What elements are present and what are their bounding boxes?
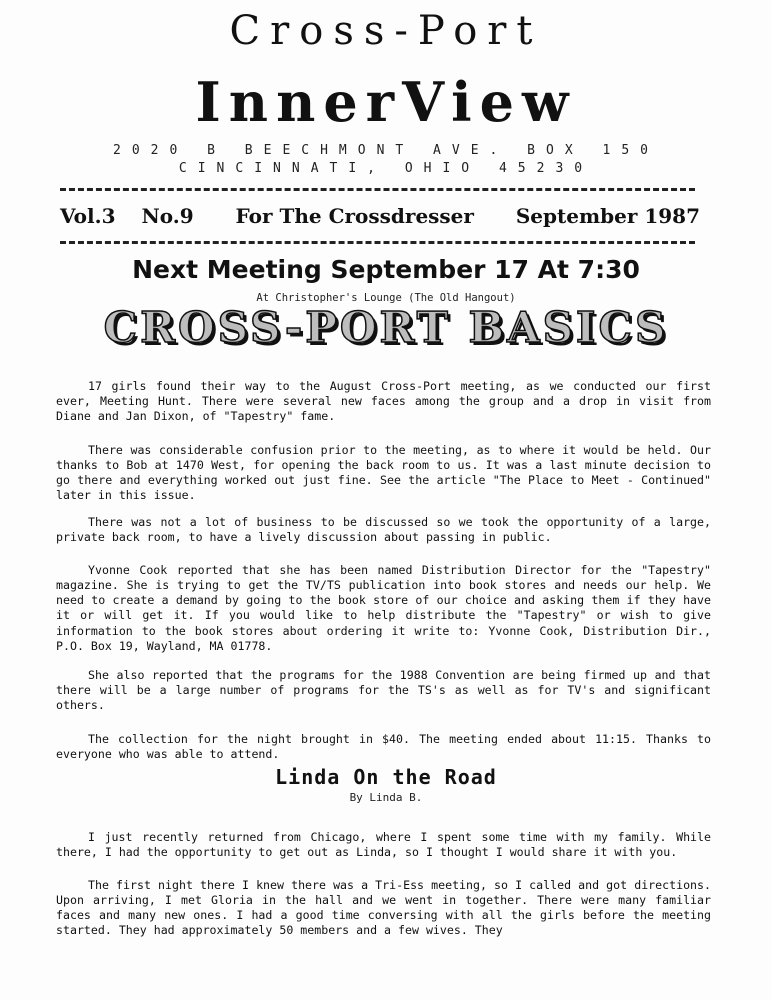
basics-paragraph: Yvonne Cook reported that she has been named Distribution Director for the "Tapestry" magazine. She is trying to get the TV/TS publication into book stores and needs our help. We need to create a demand by going to the book store of our choice and asking them if they have it or will get it. If you would like to help distribute the "Tapestry" or wish to give information to the book stores about ordering it write to: Yvonne Cook, Distribution Dir., P.O. Box 19, Wayland, MA 01778. [56, 562, 711, 654]
basics-paragraph: 17 girls found their way to the August Cross-Port meeting, as we conducted our first ever, Meeting Hunt. There were several new faces among the group and a drop in visit from Diane and Jan Dixon, of "Tapestry" fame. [56, 378, 711, 424]
address-line2: CINCINNATI, OHIO 45230 [178, 161, 594, 176]
basics-paragraph: She also reported that the programs for the 1988 Convention are being firmed up and that there will be a large number of programs for the TS's as well as for TV's and significant others. [56, 667, 711, 713]
issue-bar [60, 204, 700, 228]
article-paragraph: The first night there I knew there was a Tri-Ess meeting, so I called and got directions. Upon arriving, I met Gloria in the hall and we went in together. There were many familiar faces and many new ones. I had a good time conversing with all the girls before the meeting started. They had approximately 50 members and a few wives. They [56, 877, 711, 938]
next-meeting-headline: Next Meeting September 17 At 7:30 [132, 255, 640, 284]
basics-paragraph: There was considerable confusion prior to the meeting, as to where it would be held. Our thanks to Bob at 1470 West, for opening the back room to us. It was a last minute decision to go there and everything worked out just fine. See the article "The Place to Meet - Continued" later in this issue. [56, 442, 711, 503]
basics-paragraph: There was not a lot of business to be discussed so we took the opportunity of a large, private back room, to have a lively discussion about passing in public. [56, 514, 711, 544]
issue-tagline: For The Crossdresser [235, 204, 474, 228]
issue-volume: Vol.3 [60, 204, 116, 228]
basics-paragraph: The collection for the night brought in $40. The meeting ended about 11:15. Thanks to everyone who was able to attend. [56, 731, 711, 761]
article-paragraph: I just recently returned from Chicago, where I spent some time with my family. While there, I had the opportunity to get out as Linda, so I thought I would share it with you. [56, 829, 711, 859]
address-line1: 2020 B BEECHMONT AVE. BOX 150 [113, 143, 659, 158]
masthead-title-line1: Cross-Port [229, 8, 543, 54]
dashed-divider-top [60, 188, 695, 191]
masthead-title-line2: InnerView [195, 70, 577, 134]
dashed-divider-bottom [60, 241, 695, 244]
article-byline: By Linda B. [349, 791, 423, 804]
article-title: Linda On the Road [275, 765, 497, 789]
issue-date: September 1987 [515, 204, 700, 228]
issue-number: No.9 [141, 204, 194, 228]
section-title-basics: CROSS-PORT BASICS [103, 303, 669, 352]
meeting-location: At Christopher's Lounge (The Old Hangout) [256, 292, 516, 304]
